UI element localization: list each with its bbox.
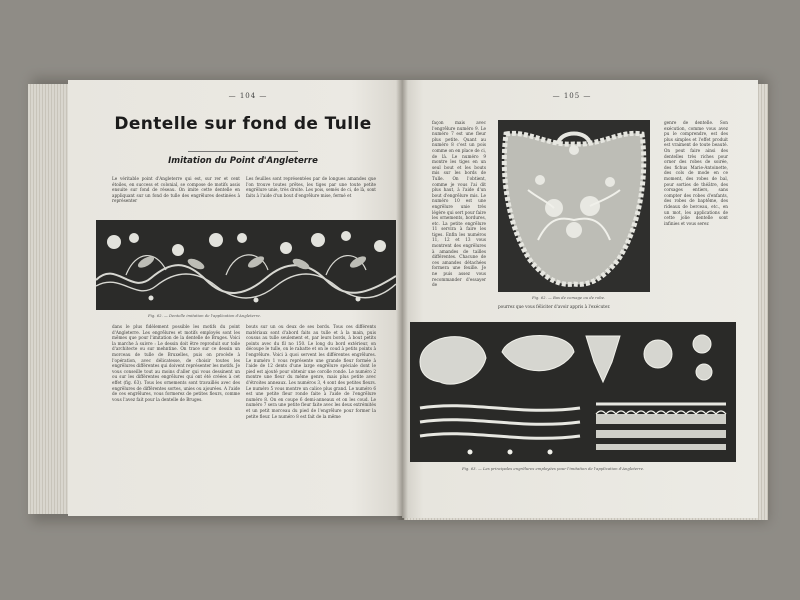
lace-border-figure — [96, 220, 396, 310]
left-page-number: — 104 — — [228, 92, 268, 100]
book-gutter — [396, 80, 408, 520]
right-col-bottom-text: pourrez que vous féliciter d'avoir appris à l'exécuter. — [498, 304, 611, 309]
lace-collar-figure — [498, 120, 650, 292]
left-col2-top-text: Les feuilles sont représentées par de longues amandes que l'on trouve toutes prêtes, les tiges par une toute petite engrêlure unie, très droite. Les pois, semés de ci, de là, sont faits à l'aide d'un bout d'engrêlure mise, fermé et — [246, 176, 376, 198]
left-col2-bottom-text: bouts sur un ou deux de ses bords. Tous ces différents matériaux sont d'abord faits au tulle et à la main, puis cousus au tulle seulement et, par leurs bords, à bout petits points avec du fil no 150. Le long du bord extérieur, on découpe le tulle, on le rabatte et on le coud à petits points à l'engrêlure. Voici à quoi servent les différentes engrêlures. Le numéro 1 vous représente une grande fleur formée à l'aide de 12 dents d'une large engrêlure spéciale dont le pied est ajouté pour obtenir une corolle ronde. Le numéro 2 montre une fleur du même genre, mais plus petite avec d'étroites anneaux. Les numéros 3, 4 sont des petites fleurs. Le numéro 5 vous montre un calice plus grand. Le numéro 6 est une petite fleur ronde faite à l'aide de l'engrêlure numéro 8. On en coupe 6 demi-anneaux et on les coud. Le numéro 7 sera une petite fleur faite avec les deux extrémités et un petit morceau du pied de l'engrêlure pour former la petite fleur. Le numéro 8 est fait de la même — [246, 324, 376, 419]
right-col-left-text: façon mais avec l'engrêlure numéro 9. Le numéro 7 est une fleur plus petite. Quant au numéro 8 c'est un pois comme on en place de ci, de là. Le numéro 9 montre les tiges en un seul bout et les bouts mis sur les bords de Tulle. On l'obtient, comme je vous l'ai dit plus haut, à l'aide d'un bout d'engrêlure mis. Le numéro 10 est une engrêlure unie très légère qui sert pour faire les ornements, bordures, etc. La petite engrêlure 11 servira à faire les tiges. Enfin les numéros 11, 12 et 13 vous montrent des engrêlures à amandes de tailles différentes. Chacune de ces amandes détachées formera une feuille. Je ne puis assez vous recommander d'essayer de — [432, 120, 486, 288]
lace-border-caption: Fig. 62. — Dentelle imitation de l'application d'Angleterre. — [148, 313, 262, 318]
braid-samples-caption: Fig. 63. — Les principales engrêlures employées pour l'imitation de l'application d'Angleterre. — [462, 466, 645, 471]
right-page-number: — 105 — — [552, 92, 592, 100]
article-subtitle: Imitation du Point d'Angleterre — [168, 156, 318, 166]
left-col1-top-text: Le véritable point d'Angleterre qui est, sur rer et cent étoiles, en success et colonial, se compose de motifs assis ensuite sur fond de réseau. On imite cette dentelle en appliquant sur un fond de tulle des engrêlures destinées à représenter — [112, 176, 240, 204]
lace-collar-caption: Fig. 62. — Bas de corsage ou de robe. — [532, 295, 606, 300]
left-col1-bottom-text: dans le plus fidèlement possible les motifs du point d'Angleterre. Les engrêlures et motifs employés sont les mêmes que pour l'imitation de la dentelle de Bruges. Voici la marche à suivre : Le dessin doit être reproduit sur toile d'architecte ou sur mehntine. On trace sur ce dessin un morceau de tulle de Bruxelles, puis on procède à l'opération, avec délicatesse, de choisir toutes les engrêlures différentes qui doivent représenter les motifs. Je vous conseille tout au moins d'aller qui vous dessinent un ou sur les différentes engrêlures qui ont été créées à cet effet (fig. 63). Tous les ornements sont travaillés avec des engrêlures de différentes sortes, unies ou ajourées. A l'aide de ces engrêlures, vous formerez de petites fleurs, comme vous l'avez fait pour la dentelle de Bruges. — [112, 324, 240, 402]
right-col-right-text: genre de dentelle. Son exécution, comme vous avez pu le comprendre, est des plus simples et l'effet produit est vraiment de toute beauté. On peut faire ainsi des dentelles très riches pour orner des robes de soirée, des fichus Marie-Antoinette, des cols de mode en ce moment, des robes de bal, pour sorties de théâtre, des corsages entiers, sans compter des robes d'enfants, des robes de baptême, des rideaux de berceau, etc., en un mot, les applications de cette jolie dentelle sont infinies et vous serez — [664, 120, 728, 226]
left-page — [68, 80, 402, 516]
article-title: Dentelle sur fond de Tulle — [114, 114, 372, 134]
title-rule — [188, 151, 298, 152]
right-page — [402, 80, 758, 518]
braid-samples-figure — [410, 322, 736, 462]
